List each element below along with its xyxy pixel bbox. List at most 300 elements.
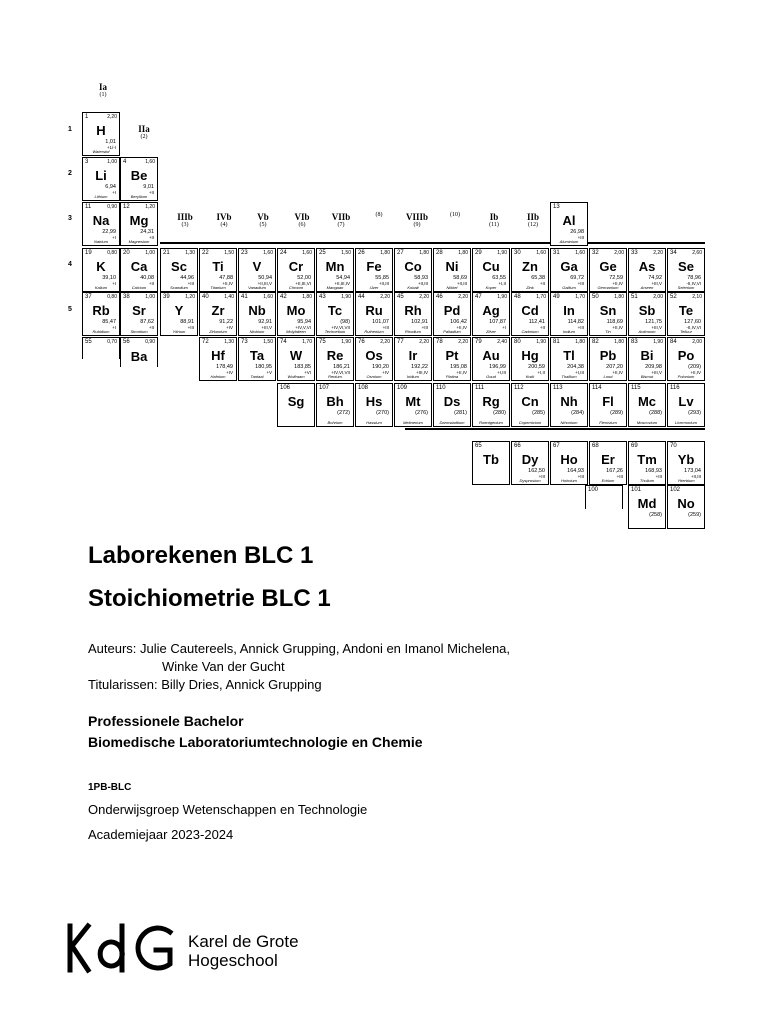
atomic-number: 29 [475, 250, 482, 256]
electronegativity: 1,30 [185, 250, 195, 256]
oxidation-states: +III [421, 325, 428, 330]
element-cell-w [277, 337, 315, 381]
element-symbol: Bh [326, 394, 344, 409]
atomic-number: 114 [592, 385, 602, 391]
element-symbol: Cn [521, 394, 539, 409]
electronegativity: 1,00 [145, 294, 155, 300]
atomic-mass: 121,75 [645, 319, 662, 325]
group-label-iia: IIa (2) [138, 124, 150, 140]
atomic-mass: 55,85 [375, 275, 389, 281]
element-cell-pt [433, 337, 471, 381]
element-symbol: Rb [92, 303, 110, 318]
atomic-number: 111 [475, 385, 485, 391]
element-cell-fe [355, 248, 393, 292]
atomic-number: 115 [631, 385, 641, 391]
element-symbol: Zn [522, 259, 538, 274]
element-name: Meitnerium [403, 420, 423, 425]
element-cell-co [394, 248, 432, 292]
atomic-number: 74 [280, 339, 287, 345]
atomic-mass: 40,08 [140, 275, 154, 281]
element-cell-na [82, 202, 120, 246]
atomic-number: 22 [202, 250, 209, 256]
atomic-mass: 6,94 [105, 184, 116, 190]
element-symbol: Nh [560, 394, 578, 409]
electronegativity: 1,80 [380, 250, 390, 256]
electronegativity: 1,90 [341, 294, 351, 300]
atomic-number: 30 [514, 250, 521, 256]
element-symbol: Rg [482, 394, 500, 409]
element-name: Iridium [406, 374, 419, 379]
element-cell-al [550, 202, 588, 246]
atomic-number: 41 [241, 294, 248, 300]
element-cell-h [82, 112, 120, 156]
element-name: Erbium [601, 478, 615, 483]
atomic-mass: 58,93 [414, 275, 428, 281]
atomic-number: 106 [280, 385, 291, 391]
atomic-number: 112 [514, 385, 524, 391]
atomic-number: 38 [123, 294, 130, 300]
element-name: Zink [526, 285, 534, 290]
element-name: Nikkel [446, 285, 458, 290]
element-cell-sc [160, 248, 198, 292]
atomic-number: 76 [358, 339, 365, 345]
oxidation-states: +I,II [498, 281, 506, 286]
element-name: Ruthenium [364, 329, 384, 334]
atomic-number: 75 [319, 339, 326, 345]
oxidation-states: +II,IV [456, 325, 467, 330]
element-symbol: Mt [405, 394, 421, 409]
element-cell-bi [628, 337, 666, 381]
element-symbol: Tm [637, 452, 657, 467]
element-cell-tl [550, 337, 588, 381]
element-symbol: Po [677, 348, 695, 363]
oxidation-states: +III,V [651, 281, 662, 286]
element-name: Goud [486, 374, 496, 379]
oxidation-states: +IV [226, 325, 233, 330]
oxidation-states: +I,III [575, 370, 584, 375]
electronegativity: 0,80 [107, 250, 117, 256]
oxidation-states: +III,V [261, 325, 272, 330]
element-cell-partial: 56 0,90 Ba [120, 337, 158, 367]
element-cell-cr [277, 248, 315, 292]
oxidation-states: +I,II [537, 370, 545, 375]
element-cell-v [238, 248, 276, 292]
element-symbol: Mn [325, 259, 345, 274]
atomic-number: 79 [475, 339, 482, 345]
oxidation-states: +VI [304, 370, 311, 375]
row-rule [405, 428, 705, 430]
element-cell-partial: 100 [585, 485, 623, 509]
oxidation-states: +II,IV [222, 281, 233, 286]
electronegativity: 2,00 [692, 339, 702, 345]
electronegativity: 1,70 [536, 294, 546, 300]
oxidation-states: +III [187, 281, 194, 286]
oxidation-states: +III [655, 474, 662, 479]
element-cell-partial: 55 0,70 [82, 337, 120, 359]
element-symbol: Au [482, 348, 500, 363]
element-cell-ge [589, 248, 627, 292]
element-name: Natrium [93, 239, 108, 244]
oxidation-states: +II,III [690, 474, 701, 479]
period-label: 4 [68, 261, 72, 268]
oxidation-states: +II [148, 190, 154, 195]
atomic-mass: 91,22 [219, 319, 233, 325]
element-name: Selenium [677, 285, 695, 290]
element-cell-rb [82, 292, 120, 336]
oxidation-states: +III,IV [416, 370, 428, 375]
oxidation-states: +I [112, 325, 116, 330]
atomic-number: 39 [163, 294, 170, 300]
element-cell-ru [355, 292, 393, 336]
electronegativity: 1,30 [224, 339, 234, 345]
atomic-mass: 65,38 [531, 275, 545, 281]
electronegativity: 1,00 [145, 250, 155, 256]
electronegativity: 1,90 [536, 339, 546, 345]
electronegativity: 1,60 [536, 250, 546, 256]
group-label-iib: IIb (12) [526, 212, 539, 228]
document-subtitle: Stoichiometrie BLC 1 [88, 585, 331, 612]
element-name: Platina [445, 374, 459, 379]
element-name: Yttrium [172, 329, 186, 334]
element-name: Hassium [366, 420, 382, 425]
atomic-mass: 209,98 [645, 364, 662, 370]
oxidation-states: +II,IV [456, 370, 467, 375]
element-cell-er [589, 441, 627, 485]
element-name: Molybdeen [286, 329, 306, 334]
element-cell-cd [511, 292, 549, 336]
element-name: Chroom [288, 285, 304, 290]
atomic-number: 107 [319, 385, 330, 391]
element-name: Beryllium [130, 194, 148, 199]
program-level: Professionele Bachelor [88, 713, 244, 729]
element-cell-be [120, 157, 158, 201]
element-cell-bh [316, 383, 354, 427]
element-symbol: Mc [637, 394, 657, 409]
oxidation-states: +II [148, 235, 154, 240]
atomic-mass: (270) [376, 410, 389, 416]
element-cell-mt [394, 383, 432, 427]
element-symbol: Pd [443, 303, 461, 318]
academic-year: Academiejaar 2023-2024 [88, 827, 234, 842]
element-cell-dy [511, 441, 549, 485]
element-symbol: Al [562, 213, 576, 228]
atomic-mass: 183,85 [294, 364, 311, 370]
element-cell-lv [667, 383, 705, 427]
element-cell-mn [316, 248, 354, 292]
oxidation-states: +IV,VI,VII [331, 325, 350, 330]
atomic-number: 42 [280, 294, 287, 300]
element-cell-ds [433, 383, 471, 427]
group-label-ia: Ia (1) [98, 82, 107, 98]
element-cell-mo [277, 292, 315, 336]
electronegativity: 0,90 [107, 204, 117, 210]
element-symbol: Hf [211, 348, 225, 363]
element-symbol: H [96, 123, 106, 138]
electronegativity: 1,90 [497, 250, 507, 256]
atomic-mass: 72,59 [609, 275, 623, 281]
atomic-number: 3 [85, 159, 89, 165]
electronegativity: 1,90 [497, 294, 507, 300]
oxidation-states: +III [382, 325, 389, 330]
atomic-mass: 39,10 [102, 275, 116, 281]
electronegativity: 1,70 [302, 339, 312, 345]
element-cell-re [316, 337, 354, 381]
element-symbol: Be [130, 168, 148, 183]
electronegativity: 2,40 [497, 339, 507, 345]
atomic-number: 25 [319, 250, 326, 256]
atomic-mass: 164,93 [567, 468, 584, 474]
atomic-number: 28 [436, 250, 443, 256]
element-name: Aluminium [559, 239, 579, 244]
element-symbol: Zr [211, 303, 225, 318]
element-name: Hafnium [210, 374, 226, 379]
electronegativity: 1,60 [575, 250, 585, 256]
element-name: Flerovium [599, 420, 617, 425]
atomic-number: 48 [514, 294, 521, 300]
element-cell-os [355, 337, 393, 381]
atomic-number: 52 [670, 294, 677, 300]
element-symbol: Sb [638, 303, 656, 318]
element-symbol: Ru [365, 303, 383, 318]
element-cell-md [628, 485, 666, 529]
course-code: 1PB-BLC [88, 782, 132, 793]
atomic-number: 77 [397, 339, 404, 345]
element-name: Lithium [94, 194, 108, 199]
element-symbol: Yb [677, 452, 695, 467]
element-name: Darmstadtium [439, 420, 465, 425]
atomic-mass: (276) [415, 410, 428, 416]
atomic-number: 34 [670, 250, 677, 256]
group-label-iiib: IIIb (3) [177, 212, 193, 228]
element-cell-ag [472, 292, 510, 336]
atomic-number: 19 [85, 250, 92, 256]
group-label-viib: VIIb (7) [331, 212, 351, 228]
element-cell-pb [589, 337, 627, 381]
oxidation-states: +II,IV [612, 370, 623, 375]
element-cell-cu [472, 248, 510, 292]
element-symbol: No [677, 496, 695, 511]
atomic-mass: 24,31 [140, 229, 154, 235]
education-group: Onderwijsgroep Wetenschappen en Technologie [88, 802, 368, 817]
element-symbol: Co [404, 259, 422, 274]
group-label-ib: Ib (11) [489, 212, 499, 228]
atomic-number: 82 [592, 339, 599, 345]
atomic-mass: 162,50 [528, 468, 545, 474]
electronegativity: 1,80 [419, 250, 429, 256]
atomic-number: 23 [241, 250, 248, 256]
element-name: Strontium [130, 329, 148, 334]
electronegativity: 1,00 [107, 159, 117, 165]
atomic-mass: 88,91 [180, 319, 194, 325]
atomic-number: 80 [514, 339, 521, 345]
atomic-number: 113 [553, 385, 563, 391]
atomic-number: 40 [202, 294, 209, 300]
electronegativity: 1,90 [341, 339, 351, 345]
element-cell-se [667, 248, 705, 292]
element-cell-in [550, 292, 588, 336]
titularissen: Titularissen: Billy Dries, Annick Grupping [88, 677, 322, 692]
element-symbol: Li [95, 168, 107, 183]
element-name: Roentgenium [479, 420, 503, 425]
element-cell-cn [511, 383, 549, 427]
atomic-number: 70 [670, 443, 677, 449]
element-name: Zirkonium [209, 329, 227, 334]
element-name: Zilver [486, 329, 496, 334]
element-symbol: Cd [521, 303, 539, 318]
atomic-number: 68 [592, 443, 599, 449]
oxidation-states: +II,IV [612, 325, 623, 330]
atomic-mass: (288) [649, 410, 662, 416]
atomic-mass: 107,87 [489, 319, 506, 325]
element-cell-ir [394, 337, 432, 381]
kdg-monogram-icon [66, 922, 178, 974]
element-name: Lood [603, 374, 613, 379]
atomic-number: 45 [397, 294, 404, 300]
element-symbol: Sn [599, 303, 617, 318]
atomic-mass: 95,94 [297, 319, 311, 325]
group-label-ivb: IVb (4) [216, 212, 232, 228]
element-symbol: W [289, 348, 303, 363]
element-name: Germanium [597, 285, 619, 290]
element-symbol: Lv [678, 394, 694, 409]
atomic-mass: 118,69 [606, 319, 623, 325]
element-cell-ga [550, 248, 588, 292]
atomic-number: 47 [475, 294, 482, 300]
atomic-mass: 85,47 [102, 319, 116, 325]
atomic-mass: 87,62 [140, 319, 154, 325]
atomic-mass: (258) [649, 512, 662, 518]
element-name: Niobium [249, 329, 265, 334]
atomic-number: 101 [631, 487, 642, 493]
element-cell-as [628, 248, 666, 292]
atomic-number: 67 [553, 443, 560, 449]
atomic-mass: 173,04 [684, 468, 701, 474]
element-symbol: V [252, 259, 262, 274]
element-cell-sg [277, 383, 315, 427]
element-symbol: Se [678, 259, 694, 274]
atomic-number: 84 [670, 339, 677, 345]
element-name: Mangaan [326, 285, 344, 290]
atomic-number: 83 [631, 339, 638, 345]
element-symbol: Cu [482, 259, 500, 274]
atomic-number: 31 [553, 250, 560, 256]
atomic-number: 37 [85, 294, 92, 300]
electronegativity: 1,50 [224, 250, 234, 256]
electronegativity: 1,80 [302, 294, 312, 300]
element-cell-hf [199, 337, 237, 381]
element-cell-nh [550, 383, 588, 427]
logo-line-1: Karel de Grote [188, 932, 299, 951]
element-symbol: Na [92, 213, 110, 228]
atomic-mass: 1,01 [105, 139, 116, 145]
element-symbol: Nb [248, 303, 266, 318]
atomic-mass: (293) [688, 410, 701, 416]
element-name: Vanadium [248, 285, 266, 290]
atomic-mass: 195,08 [450, 364, 467, 370]
atomic-number: 4 [123, 159, 127, 165]
element-symbol: Ni [445, 259, 459, 274]
element-symbol: As [638, 259, 656, 274]
element-symbol: Ag [482, 303, 500, 318]
element-symbol: K [96, 259, 106, 274]
oxidation-states: +III [616, 474, 623, 479]
element-name: Scandium [170, 285, 188, 290]
element-name: Waterstof [92, 149, 110, 154]
element-name: Cadmium [521, 329, 539, 334]
element-name: IJzer [369, 285, 379, 290]
element-name: Koper [485, 285, 497, 290]
group-label-viiib: VIIIb (9) [405, 212, 428, 228]
element-name: Kobalt [407, 285, 419, 290]
element-name: Polonium [677, 374, 695, 379]
atomic-mass: 58,69 [453, 275, 467, 281]
atomic-mass: 127,60 [684, 319, 701, 325]
atomic-mass: 207,20 [606, 364, 623, 370]
oxidation-states: +V [266, 370, 272, 375]
element-cell-y [160, 292, 198, 336]
element-cell-zn [511, 248, 549, 292]
group-label-vib: VIb (6) [294, 212, 310, 228]
period-label: 1 [68, 126, 72, 133]
element-symbol: Fe [366, 259, 382, 274]
atomic-number: 11 [85, 204, 92, 210]
atomic-mass: 50,94 [258, 275, 272, 281]
element-symbol: Sr [132, 303, 146, 318]
element-cell-ni [433, 248, 471, 292]
element-cell-k [82, 248, 120, 292]
authors-continued: Winke Van der Gucht [162, 659, 285, 674]
period-label: 2 [68, 170, 72, 177]
element-cell-pd [433, 292, 471, 336]
element-name: Gallium [562, 285, 576, 290]
atomic-mass: (285) [532, 410, 545, 416]
atomic-mass: 44,96 [180, 275, 194, 281]
element-name: Antimoon [638, 329, 656, 334]
element-name: Moscovium [636, 420, 658, 425]
element-symbol: Tb [483, 452, 499, 467]
group-label-8: (8) [375, 212, 383, 218]
atomic-number: 116 [670, 385, 680, 391]
electronegativity: 1,90 [653, 339, 663, 345]
element-symbol: Ga [560, 259, 578, 274]
period-label: 5 [68, 306, 72, 313]
atomic-number: 43 [319, 294, 326, 300]
atomic-number: 1 [85, 114, 89, 120]
atomic-number: 73 [241, 339, 248, 345]
oxidation-states: +IV [382, 370, 389, 375]
element-name: Livermorium [674, 420, 697, 425]
atomic-number: 49 [553, 294, 560, 300]
atomic-number: 69 [631, 443, 638, 449]
electronegativity: 2,20 [458, 339, 468, 345]
oxidation-states: +II,IV [612, 281, 623, 286]
atomic-mass: (259) [688, 512, 701, 518]
atomic-mass: 112,41 [528, 319, 545, 325]
atomic-mass: 204,38 [567, 364, 584, 370]
element-symbol: In [563, 303, 575, 318]
electronegativity: 2,20 [653, 250, 663, 256]
atomic-mass: 180,95 [255, 364, 272, 370]
electronegativity: 2,20 [107, 114, 117, 120]
atomic-number: 12 [123, 204, 130, 210]
oxidation-states: +I [112, 235, 116, 240]
oxidation-states: -II,IV,VI [686, 325, 701, 330]
oxidation-states: +I [112, 281, 116, 286]
element-name: Rubidium [92, 329, 110, 334]
electronegativity: 1,20 [185, 294, 195, 300]
electronegativity: 2,00 [614, 250, 624, 256]
element-name: Telluur [680, 329, 692, 334]
